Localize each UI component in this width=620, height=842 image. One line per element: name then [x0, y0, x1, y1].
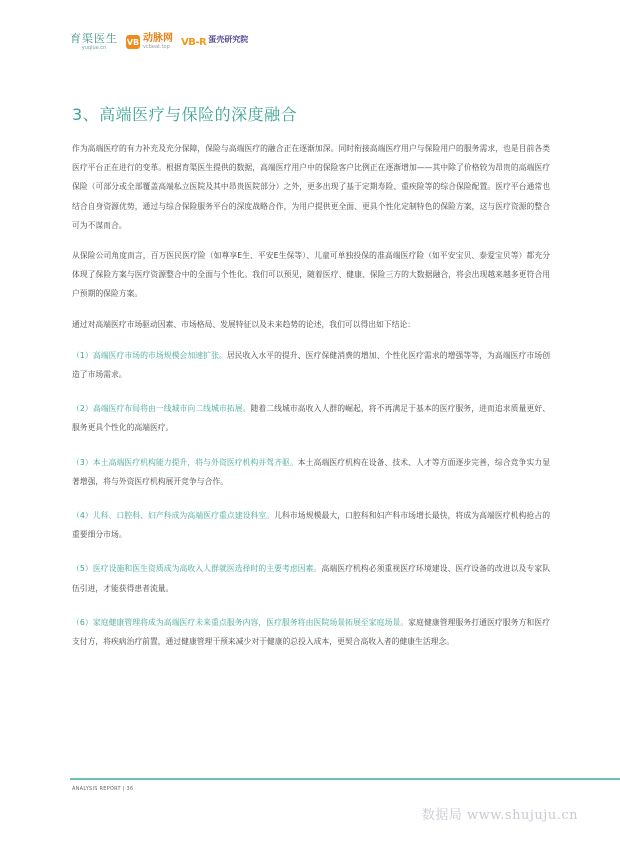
conclusion-item	[72, 559, 550, 597]
section-title: 3、高端医疗与保险的深度融合	[72, 105, 298, 124]
vbr-logo-icon: VB-R	[181, 36, 207, 48]
vbr-logo	[181, 36, 248, 49]
conclusion-text: 随着二线城市高收入人群的崛起，将不再满足于基本的医疗服务，进而追求质量更好、服务更具个性化的高端医疗。	[72, 404, 550, 433]
vcbeat-logo	[126, 34, 173, 50]
vcbeat-logo-icon: VB	[126, 35, 140, 49]
vbr-logo-text: 蛋壳研究院	[208, 34, 249, 44]
conclusion-text: 家庭健康管理服务打通医疗服务方和医疗支付方，将疾病治疗前置，通过健康管理干预来减少对于健康的总投入成本，更契合高收入者的健康生活理念。	[72, 617, 550, 647]
conclusion-heading: （1）高端医疗市场的市场规模会加速扩张。	[72, 350, 227, 360]
header-logos	[70, 33, 248, 51]
conclusion-item	[72, 399, 550, 437]
conclusion-item	[72, 613, 550, 651]
page-footer-label: ANALYSIS REPORT | 36	[72, 786, 134, 792]
watermark: 数据局 www.shujuju.cn	[421, 808, 578, 823]
vcbeat-logo-url: vcbeat.top	[143, 44, 170, 50]
report-body	[72, 139, 550, 666]
conclusion-heading: （3）本土高端医疗机构能力提升，将与外资医疗机构并驾齐驱。	[72, 457, 298, 467]
conclusion-item	[72, 453, 550, 491]
vcbeat-logo-text: 动脉网	[143, 33, 173, 44]
body-paragraph: 从保险公司角度而言，百万医民医疗险（如尊享E生、平安E生保等）、儿童可单独投保的准高端医疗险（如平安宝贝、泰爱宝贝等）都充分体现了保险方案与医疗资源整合中的全面与个性化。我们可以预见，随着医疗、健康、保险三方的大数据融合，将会出现越来越多更符合用户预期的保险方案。	[72, 251, 550, 299]
conclusion-heading: （2）高端医疗布局将由一线城市向二线城市拓展。	[72, 404, 251, 414]
conclusion-text: 居民收入水平的提升、医疗保健消费的增加、个性化医疗需求的增强等等，为高端医疗市场创造了市场需求。	[72, 350, 550, 380]
conclusion-text: 本土高端医疗机构在设备、技术、人才等方面逐步完善，综合竞争实力显著增强，将与外资医疗机构展开竞争与合作。	[72, 457, 550, 486]
yuqiue-logo	[70, 33, 118, 51]
footer-divider	[70, 778, 620, 780]
conclusion-heading: （5）医疗设施和医生资质成为高收入人群就医选择时的主要考虑因素。	[72, 564, 322, 574]
conclusion-text: 儿科市场规模最大，口腔科和妇产科市场增长最快，将成为高端医疗机构抢占的重要细分市场。	[72, 511, 551, 540]
conclusion-text: 高端医疗机构必须重视医疗环境建设、医疗设备的改进以及专家队伍引进，才能获得患者流量。	[72, 564, 550, 593]
conclusion-item	[72, 506, 550, 544]
conclusion-heading: （4）儿科、口腔科、妇产科成为高端医疗重点建设科室。	[72, 511, 275, 521]
conclusion-heading: （6）家庭健康管理将成为高端医疗未来重点服务内容，医疗服务将由医院场景拓展至家庭场景。	[72, 617, 409, 627]
yuqiue-logo-text: 育渠医生	[70, 32, 118, 45]
body-paragraph: 通过对高端医疗市场驱动因素、市场格局、发展特征以及未来趋势的论述，我们可以得出如下结论：	[72, 319, 416, 329]
body-paragraph: 作为高端医疗的有力补充及充分保障，保险与高端医疗的融合正在逐渐加深。同时衔接高端医疗用户与保险用户的服务需求，也是目前各类医疗平台正在进行的变革。根据育渠医生提供的数据，高端医疗用户中的保险客户比例正在逐渐增加——其中除了价格较为昂贵的高端医疗保险（可部分或全部覆盖高端私立医院及其中昂贵医院部分）之外，更多出现了基于定期寿险、重疾险等的综合保险配置。医疗平台通常也结合自身资源优势，通过与综合保险服务平台的深度战略合作，为用户提供更全面、更具个性化定制特色的保险方案，这与医疗资源的整合可为不谋而合。	[72, 144, 550, 230]
conclusion-item	[72, 346, 550, 384]
vbr-logo-tagline: · · · · · · ·	[208, 43, 225, 49]
yuqiue-logo-url: yuqiue.cn	[81, 45, 107, 51]
